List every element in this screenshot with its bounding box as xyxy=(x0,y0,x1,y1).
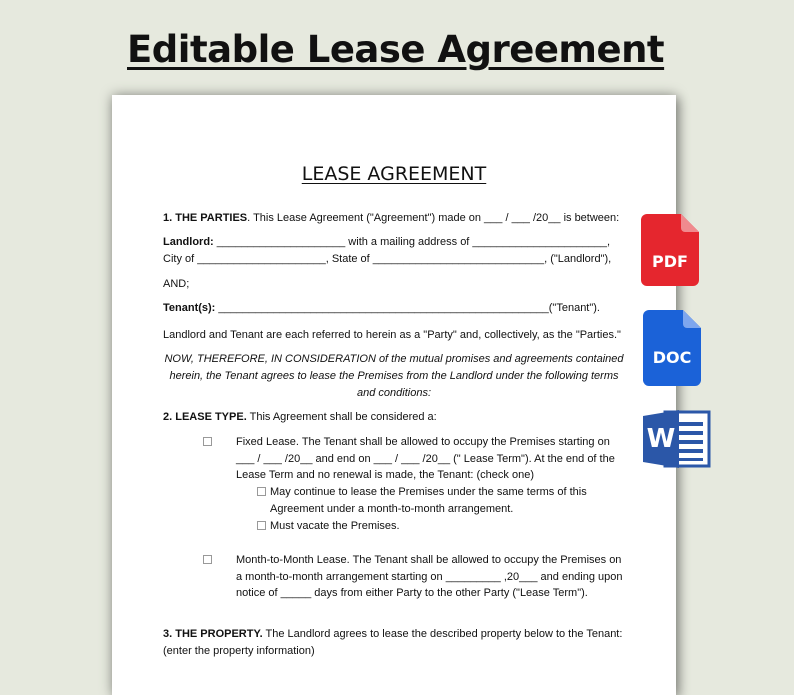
landlord-text: _____________________ with a mailing address of ______________________, xyxy=(213,236,611,248)
vacate-checkbox[interactable] xyxy=(257,521,266,530)
fixed-lease-line-2: ___ / ___ /20__ and end on ___ / ___ /20__ (" Lease Term"). At the end of the xyxy=(236,453,615,465)
landlord-label: Landlord: xyxy=(163,236,214,248)
lease-type-text: This Agreement shall be considered a: xyxy=(246,411,437,423)
fixed-lease-line-1: Fixed Lease. The Tenant shall be allowed to occupy the Premises starting on xyxy=(236,436,610,448)
pdf-label: PDF xyxy=(652,252,688,271)
city-line: City of _____________________, State of ____________________________, ("Landlord"), xyxy=(163,253,612,265)
lease-type-heading: 2. LEASE TYPE. xyxy=(163,411,247,423)
hero-title: Editable Lease Agreement xyxy=(127,28,665,71)
vacate-line: Must vacate the Premises. xyxy=(270,520,400,532)
parties-heading: 1. THE PARTIES xyxy=(163,212,248,224)
word-letter: W xyxy=(646,424,676,454)
doc-file-icon xyxy=(643,310,701,382)
document-title: LEASE AGREEMENT xyxy=(301,163,487,185)
consideration-line-2: herein, the Tenant agrees to lease the Premises from the Landlord under the following terms xyxy=(169,370,619,382)
parties-definition: Landlord and Tenant are each referred to herein as a "Party" and, collectively, as the "Parties." xyxy=(163,329,621,341)
month-to-month-line-2: a month-to-month arrangement starting on _________ ,20___ and ending upon xyxy=(236,571,623,583)
continue-lease-line-2: Agreement under a month-to-month arrangement. xyxy=(270,503,514,515)
pdf-file-icon xyxy=(641,214,699,286)
fixed-lease-line-3: Lease Term and no renewal is made, the Tenant: (check one) xyxy=(236,469,534,481)
tenant-label: Tenant(s): xyxy=(163,302,216,314)
and-line: AND; xyxy=(163,278,190,290)
property-text: The Landlord agrees to lease the described property below to the Tenant: xyxy=(262,628,623,640)
tenant-line xyxy=(163,301,600,315)
word-icon xyxy=(643,410,711,468)
property-line-2: (enter the property information) xyxy=(163,645,315,657)
month-to-month-line-1: Month-to-Month Lease. The Tenant shall be allowed to occupy the Premises on xyxy=(236,554,622,566)
month-to-month-line-3: notice of _____ days from either Party to the other Party ("Lease Term"). xyxy=(236,587,588,599)
continue-lease-checkbox[interactable] xyxy=(257,487,266,496)
consideration-line-1: NOW, THEREFORE, IN CONSIDERATION of the mutual promises and agreements contained xyxy=(164,353,624,365)
lease-type-line xyxy=(163,410,437,424)
tenant-text: ______________________________________________________("Tenant"). xyxy=(215,302,600,314)
parties-line xyxy=(163,211,619,225)
month-to-month-checkbox[interactable] xyxy=(203,555,212,564)
landlord-line xyxy=(163,235,610,249)
consideration-line-3: and conditions: xyxy=(357,387,431,399)
property-line xyxy=(163,627,622,641)
document-page xyxy=(112,95,676,695)
property-heading: 3. THE PROPERTY. xyxy=(163,628,263,640)
continue-lease-line-1: May continue to lease the Premises under the same terms of this xyxy=(270,486,587,498)
fixed-lease-checkbox[interactable] xyxy=(203,437,212,446)
parties-text: . This Lease Agreement ("Agreement") made on ___ / ___ /20__ is between: xyxy=(247,212,620,224)
doc-label: DOC xyxy=(652,348,692,367)
